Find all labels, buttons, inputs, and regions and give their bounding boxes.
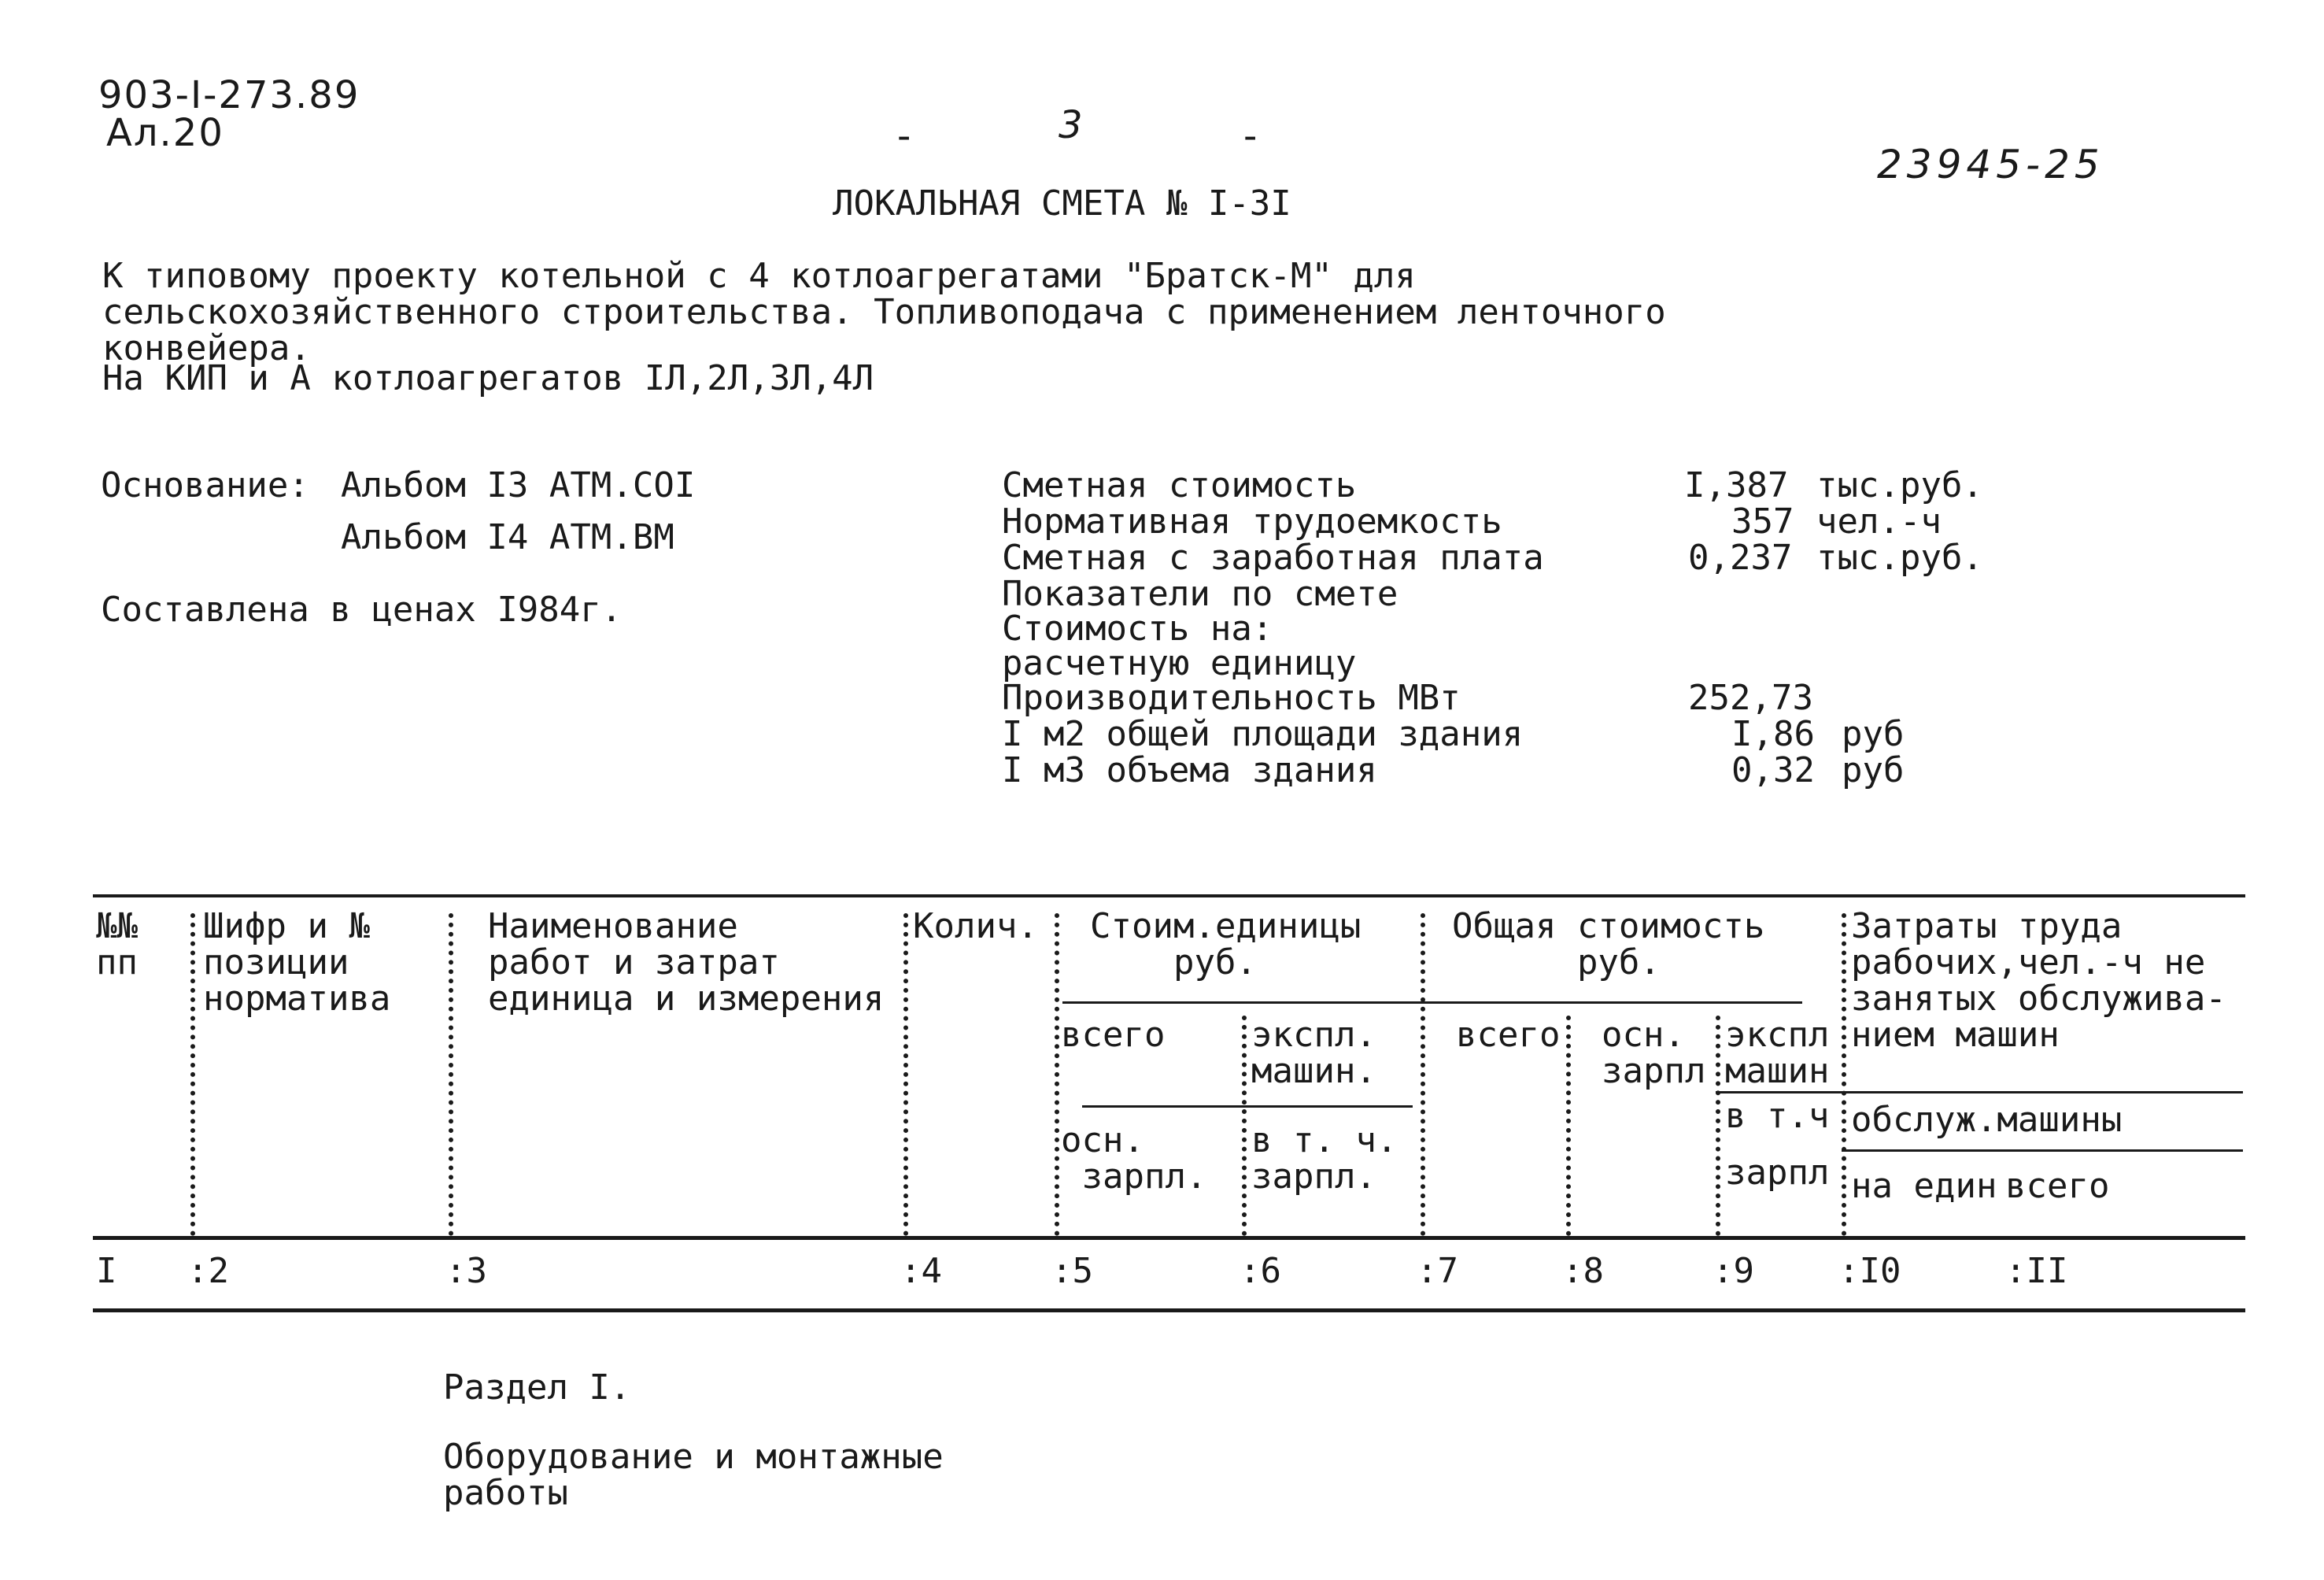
summary-unit: руб — [1842, 750, 1905, 790]
summary-value: I,86 — [1731, 714, 1815, 754]
description-line-1: К типовому проекту котельной с 4 котлоагрегатами "Братск-М" для — [102, 256, 1416, 296]
header-quantity: Колич. — [913, 906, 1038, 946]
column-number: :II — [2005, 1251, 2068, 1291]
summary-value: 252,73 — [1688, 678, 1813, 718]
page-dash-left: - — [897, 114, 913, 158]
basis-album-1: Альбом I3 АТМ.COI — [341, 465, 696, 505]
page-dash-right: - — [1243, 114, 1259, 158]
summary-label: Нормативная трудоемкость — [1002, 501, 1502, 542]
summary-label: I м3 объема здания — [1002, 750, 1377, 790]
column-separator — [1566, 1016, 1571, 1236]
column-number: :5 — [1051, 1251, 1093, 1291]
summary-label: Стоимость на: — [1002, 609, 1273, 649]
sheet-number: Ал.20 — [106, 111, 224, 155]
basis-label: Основание: — [101, 465, 309, 505]
column-number: :3 — [445, 1251, 487, 1291]
summary-label: Сметная стоимость — [1002, 465, 1357, 505]
header-unit-total: всего — [1061, 1015, 1166, 1055]
summary-value: 357 — [1731, 501, 1794, 542]
header-labor: Затраты труда рабочих,чел.-ч не занятых обслужива- нием машин — [1851, 906, 2226, 1055]
header-labor-per-unit: на един — [1851, 1166, 1997, 1206]
summary-unit: тыс.руб. — [1816, 465, 1983, 505]
column-number: I — [96, 1251, 117, 1291]
column-number: :8 — [1562, 1251, 1604, 1291]
table-top-rule — [93, 894, 2245, 897]
summary-label: расчетную единицу — [1002, 643, 1357, 683]
column-separator — [903, 913, 908, 1236]
header-unit-wages: осн. зарпл. — [1061, 1120, 1207, 1197]
summary-label: I м2 общей площади здания — [1002, 714, 1524, 754]
header-bottom-rule — [93, 1236, 2245, 1240]
section-title: Раздел I. — [443, 1367, 631, 1408]
header-total-machine-wages: в т.ч зарпл — [1725, 1096, 1830, 1193]
summary-label: Показатели по смете — [1002, 574, 1398, 614]
summary-label: Производительность МВт — [1002, 678, 1461, 718]
section-subtitle-line-1: Оборудование и монтажные — [443, 1437, 944, 1477]
archive-number: 23945-25 — [1877, 142, 2104, 187]
basis-album-2: Альбом I4 АТМ.ВМ — [341, 517, 674, 557]
column-number: :7 — [1417, 1251, 1458, 1291]
header-total-machine: экспл машин — [1725, 1015, 1830, 1091]
header-labor-total: всего — [2005, 1166, 2110, 1206]
header-rule-labor — [1716, 1091, 2243, 1093]
prices-note: Составлена в ценах I984г. — [101, 590, 623, 630]
header-total: всего — [1456, 1015, 1561, 1055]
description-line-4: На КИП и А котлоагрегатов IЛ,2Л,3Л,4Л — [102, 358, 874, 398]
header-rule-labor-2 — [1842, 1149, 2243, 1152]
document-code: 903-I-273.89 — [98, 73, 360, 117]
column-number: :4 — [900, 1251, 942, 1291]
column-number: :9 — [1713, 1251, 1754, 1291]
column-number: :6 — [1240, 1251, 1281, 1291]
summary-value: 0,237 — [1688, 538, 1793, 578]
column-separator — [1716, 1016, 1720, 1236]
column-number: :I0 — [1838, 1251, 1901, 1291]
summary-value: 0,32 — [1731, 750, 1815, 790]
page-number: 3 — [1059, 103, 1084, 147]
header-num: №№ пп — [96, 906, 138, 982]
section-subtitle-line-2: работы — [443, 1473, 568, 1513]
column-separator — [1842, 913, 1846, 1236]
summary-label: Сметная с заработная плата — [1002, 538, 1544, 578]
table-bottom-rule — [93, 1308, 2245, 1312]
header-unit-machine-wages: в т. ч. зарпл. — [1251, 1120, 1398, 1197]
header-name: Наименование работ и затрат единица и измерения — [488, 906, 885, 1019]
header-total-wages: осн. зарпл — [1602, 1015, 1706, 1091]
summary-unit: тыс.руб. — [1816, 538, 1983, 578]
header-rule-cost — [1062, 1001, 1802, 1004]
header-unit-machine: экспл. машин. — [1251, 1015, 1376, 1091]
header-unit-cost: Стоим.единицы руб. — [1090, 906, 1362, 982]
column-number: :2 — [187, 1251, 229, 1291]
column-separator — [190, 913, 195, 1236]
header-code: Шифр и № позиции норматива — [203, 906, 391, 1019]
header-total-cost: Общая стоимость руб. — [1452, 906, 1765, 982]
column-separator — [1242, 1016, 1247, 1236]
summary-value: I,387 — [1684, 465, 1789, 505]
description-line-3: конвейера. — [102, 328, 311, 368]
document-title: ЛОКАЛЬНАЯ СМЕТА № I-3I — [833, 183, 1291, 224]
header-rule-unit — [1082, 1105, 1413, 1108]
summary-unit: чел.-ч — [1816, 501, 1942, 542]
column-separator — [449, 913, 453, 1236]
description-line-2: сельскохозяйственного строительства. Топливоподача с применением ленточного — [102, 292, 1666, 332]
header-labor-machines: обслуж.машины — [1851, 1100, 2123, 1140]
column-separator — [1055, 913, 1059, 1236]
column-separator — [1421, 913, 1425, 1236]
summary-unit: руб — [1842, 714, 1905, 754]
